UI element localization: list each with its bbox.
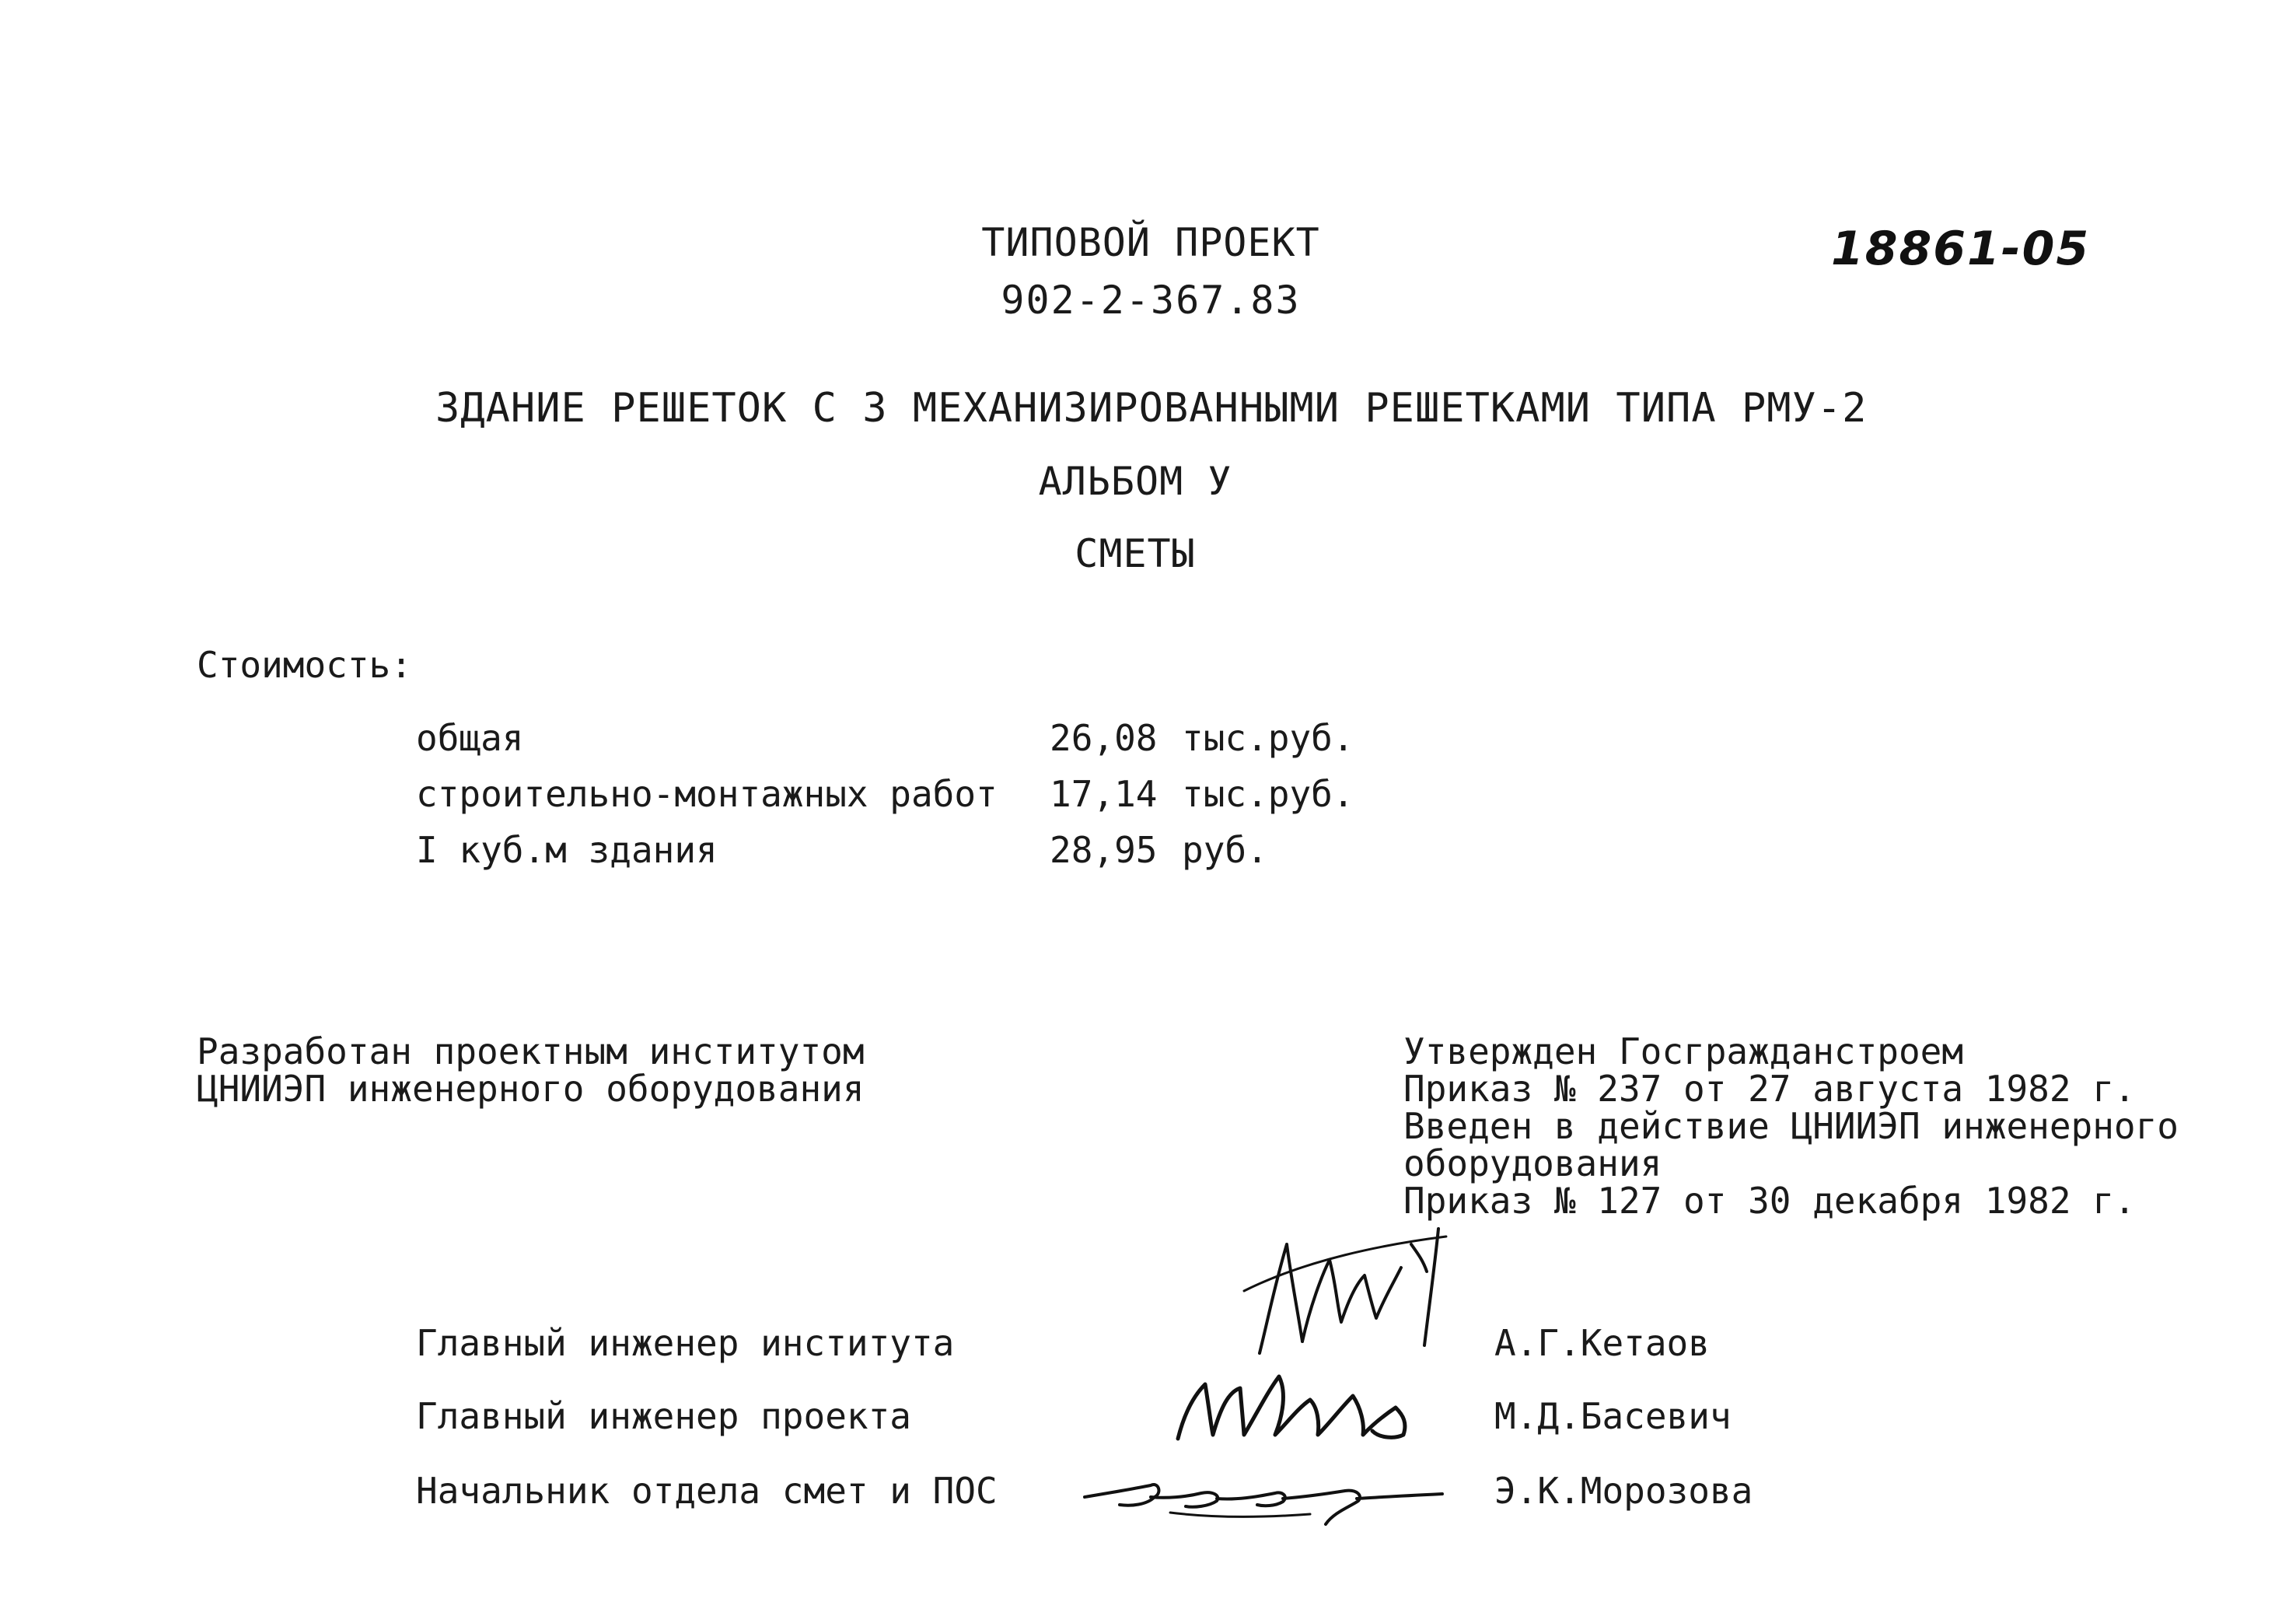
cost-label-construction: строительно-монтажных работ (416, 773, 998, 815)
signatory-name-chief-engineer-institute: А.Г.Кетаов (1494, 1322, 1710, 1364)
signatory-role-chief-engineer-institute: Главный инженер института (416, 1322, 955, 1364)
signatory-role-head-estimates: Начальник отдела смет и ПОС (416, 1470, 998, 1512)
cost-value-construction: 17,14 (1050, 773, 1158, 815)
signatory-name-chief-engineer-project: М.Д.Басевич (1494, 1395, 1732, 1437)
project-type-heading: ТИПОВОЙ ПРОЕКТ (981, 220, 1320, 265)
cost-label-per-cubic-meter: I куб.м здания (416, 829, 718, 871)
cost-value-total: 26,08 (1050, 717, 1158, 759)
project-code: 902-2-367.83 (1001, 278, 1301, 323)
section-label: СМЕТЫ (1075, 531, 1196, 576)
cost-unit-total: тыс.руб. (1182, 717, 1354, 759)
cost-value-per-cubic-meter: 28,95 (1050, 829, 1158, 871)
signatory-role-chief-engineer-project: Главный инженер проекта (416, 1395, 911, 1437)
signature-chief-engineer-institute (1213, 1213, 1462, 1369)
cost-unit-per-cubic-meter: руб. (1182, 829, 1268, 871)
cost-heading: Стоимость: (197, 644, 412, 686)
signature-chief-engineer-project (1170, 1361, 1419, 1454)
developer-line-1: Разработан проектным институтом (197, 1030, 865, 1072)
signatory-name-head-estimates: Э.К.Морозова (1494, 1470, 1753, 1512)
approval-line-1: Утвержден Госгражданстроем (1403, 1030, 1964, 1072)
cost-label-total: общая (416, 717, 524, 759)
signature-head-estimates (1077, 1450, 1450, 1536)
document-number: 18861-05 (1831, 222, 2091, 276)
document-title: ЗДАНИЕ РЕШЕТОК С 3 МЕХАНИЗИРОВАННЫМИ РЕШЕТКАМИ ТИПА РМУ-2 (435, 385, 1868, 432)
approval-line-3: Введен в действие ЦНИИЭП инженерного (1403, 1105, 2179, 1147)
cost-unit-construction: тыс.руб. (1182, 773, 1354, 815)
approval-line-2: Приказ № 237 от 27 августа 1982 г. (1403, 1068, 2136, 1110)
album-label: АЛЬБОМ У (1038, 459, 1232, 504)
approval-line-5: Приказ № 127 от 30 декабря 1982 г. (1403, 1180, 2136, 1222)
approval-line-4: оборудования (1403, 1142, 1662, 1184)
developer-line-2: ЦНИИЭП инженерного оборудования (197, 1068, 865, 1110)
